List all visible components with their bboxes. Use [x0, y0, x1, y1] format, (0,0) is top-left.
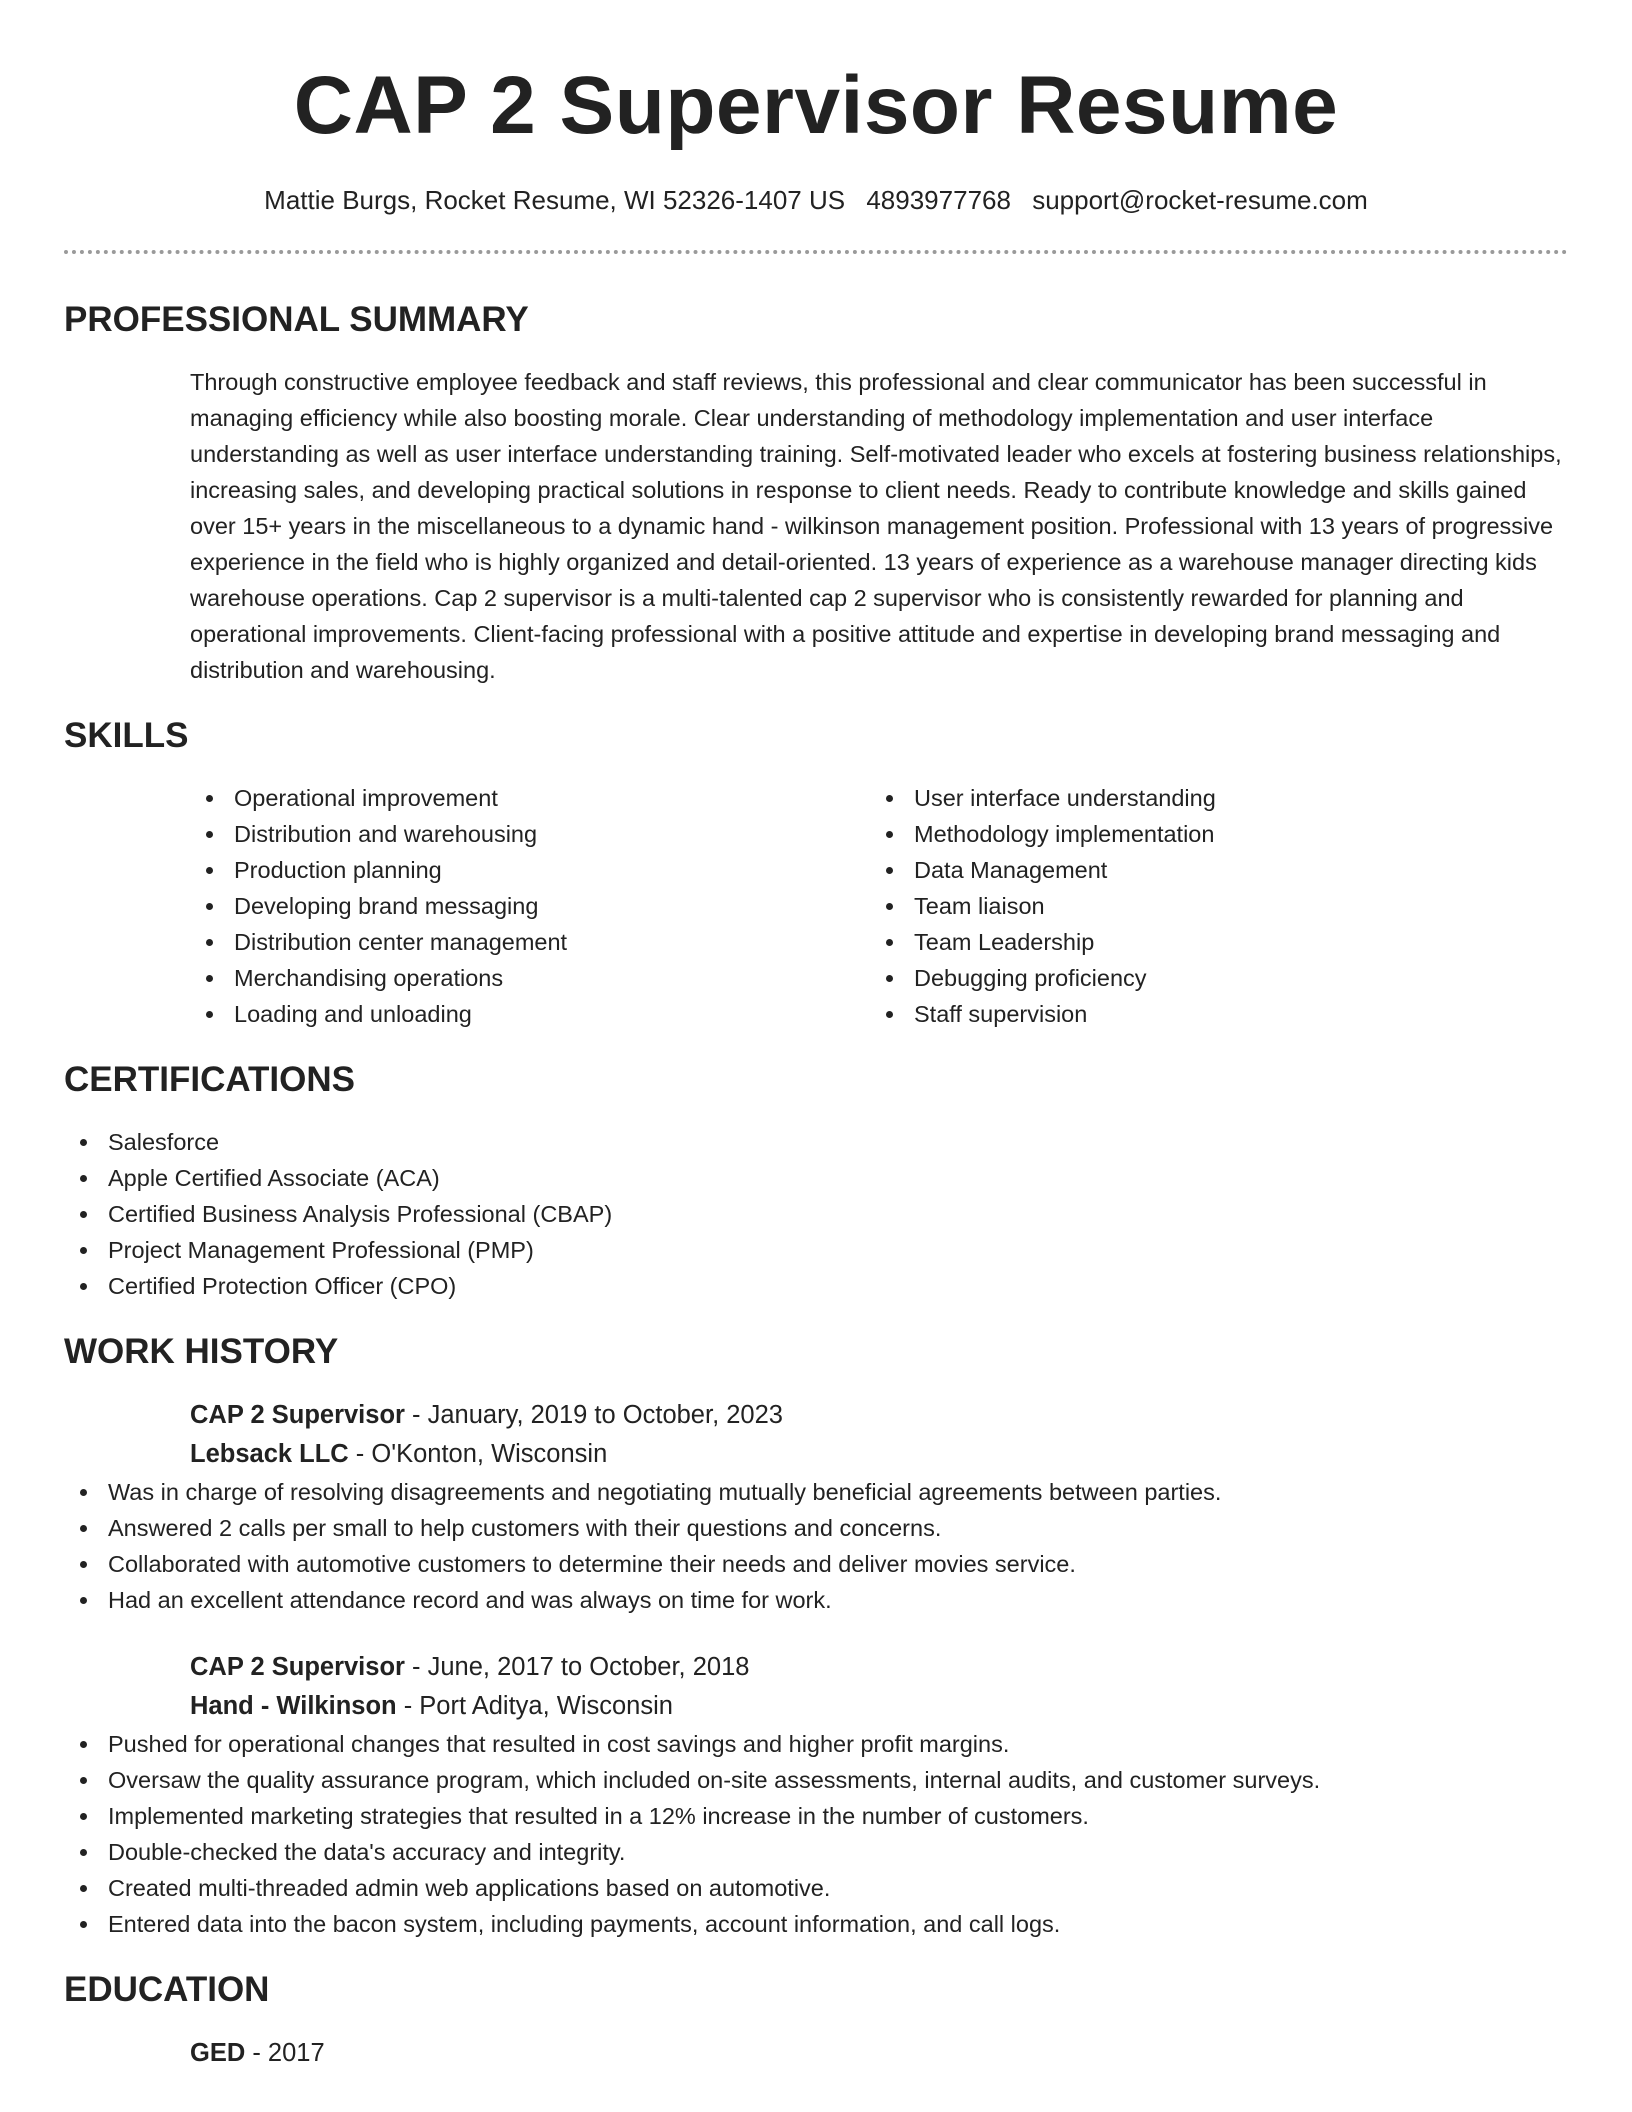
resume-page	[64, 0, 1568, 2073]
job-entry	[190, 1648, 1568, 1726]
list-item: Developing brand messaging	[190, 888, 870, 924]
job-dates: - June, 2017 to October, 2018	[404, 1653, 750, 1681]
contact-address: Mattie Burgs, Rocket Resume, WI 52326-1407 US	[264, 185, 846, 215]
education-degree: GED	[190, 2039, 246, 2067]
job-title: CAP 2 Supervisor	[190, 1653, 405, 1681]
list-item: Distribution and warehousing	[190, 816, 870, 852]
skills-right-list	[870, 780, 1550, 1032]
list-item: Certified Protection Officer (CPO)	[64, 1268, 1568, 1304]
resume-title: CAP 2 Supervisor Resume	[293, 60, 1339, 151]
list-item: Operational improvement	[190, 780, 870, 816]
certifications-list	[64, 1124, 1568, 1304]
education-heading: EDUCATION	[64, 1970, 270, 2009]
certifications-heading: CERTIFICATIONS	[64, 1060, 356, 1099]
list-item: Debugging proficiency	[870, 960, 1550, 996]
job-bullets	[64, 1474, 1568, 1618]
list-item: Loading and unloading	[190, 996, 870, 1032]
list-item: Certified Business Analysis Professional (CBAP)	[64, 1196, 1568, 1232]
list-item: Production planning	[190, 852, 870, 888]
job-location: - O'Konton, Wisconsin	[348, 1440, 608, 1468]
job-company-line	[190, 1687, 1568, 1726]
list-item: Staff supervision	[870, 996, 1550, 1032]
summary-heading: PROFESSIONAL SUMMARY	[64, 300, 529, 339]
summary-text: Through constructive employee feedback and staff reviews, this professional and clear communicator has been successful in managing efficiency while also boosting morale. Clear understanding of methodology implementation and user interface understanding as well as user interface understanding training. Self-motivated leader who excels at fostering business relationships, increasing sales, and developing practical solutions in response to client needs. Ready to contribute knowledge and skills gained over 15+ years in the miscellaneous to a dynamic hand - wilkinson management position. Professional with 13 years of progressive experience in the field who is highly organized and detail-oriented. 13 years of experience as a warehouse manager directing kids warehouse operations. Cap 2 supervisor is a multi-talented cap 2 supervisor who is consistently rewarded for planning and operational improvements. Client-facing professional with a positive attitude and expertise in developing brand messaging and distribution and warehousing.	[190, 369, 1562, 683]
skills-left-list	[190, 780, 870, 1032]
skills-grid	[190, 780, 1568, 1032]
education-entry	[190, 2034, 1568, 2073]
job-company: Hand - Wilkinson	[190, 1692, 397, 1720]
list-item: Oversaw the quality assurance program, which included on-site assessments, internal audits, and customer surveys.	[64, 1762, 1568, 1798]
job-dates: - January, 2019 to October, 2023	[404, 1401, 783, 1429]
list-item: Created multi-threaded admin web applications based on automotive.	[64, 1870, 1568, 1906]
skills-heading: SKILLS	[64, 716, 189, 755]
job-title-line	[190, 1396, 1568, 1435]
job-entry	[190, 1396, 1568, 1474]
list-item: Methodology implementation	[870, 816, 1550, 852]
list-item: Apple Certified Associate (ACA)	[64, 1160, 1568, 1196]
job-company-line	[190, 1435, 1568, 1474]
list-item: Double-checked the data's accuracy and integrity.	[64, 1834, 1568, 1870]
list-item: Team Leadership	[870, 924, 1550, 960]
header-divider	[64, 250, 1568, 254]
job-location: - Port Aditya, Wisconsin	[396, 1692, 673, 1720]
list-item: Collaborated with automotive customers to determine their needs and deliver movies service.	[64, 1546, 1568, 1582]
contact-line	[64, 182, 1568, 218]
work-history-heading: WORK HISTORY	[64, 1332, 339, 1371]
list-item: Team liaison	[870, 888, 1550, 924]
contact-phone: 4893977768	[866, 185, 1011, 215]
list-item: Distribution center management	[190, 924, 870, 960]
list-item: Had an excellent attendance record and was always on time for work.	[64, 1582, 1568, 1618]
list-item: Was in charge of resolving disagreements and negotiating mutually beneficial agreements between parties.	[64, 1474, 1568, 1510]
list-item: Entered data into the bacon system, including payments, account information, and call logs.	[64, 1906, 1568, 1942]
list-item: Answered 2 calls per small to help customers with their questions and concerns.	[64, 1510, 1568, 1546]
job-company: Lebsack LLC	[190, 1440, 349, 1468]
list-item: Data Management	[870, 852, 1550, 888]
job-title-line	[190, 1648, 1568, 1687]
job-bullets	[64, 1726, 1568, 1942]
list-item: Salesforce	[64, 1124, 1568, 1160]
list-item: Implemented marketing strategies that resulted in a 12% increase in the number of customers.	[64, 1798, 1568, 1834]
list-item: User interface understanding	[870, 780, 1550, 816]
contact-email: support@rocket-resume.com	[1032, 185, 1368, 215]
list-item: Merchandising operations	[190, 960, 870, 996]
list-item: Project Management Professional (PMP)	[64, 1232, 1568, 1268]
education-year: - 2017	[245, 2039, 325, 2067]
list-item: Pushed for operational changes that resulted in cost savings and higher profit margins.	[64, 1726, 1568, 1762]
job-title: CAP 2 Supervisor	[190, 1401, 405, 1429]
